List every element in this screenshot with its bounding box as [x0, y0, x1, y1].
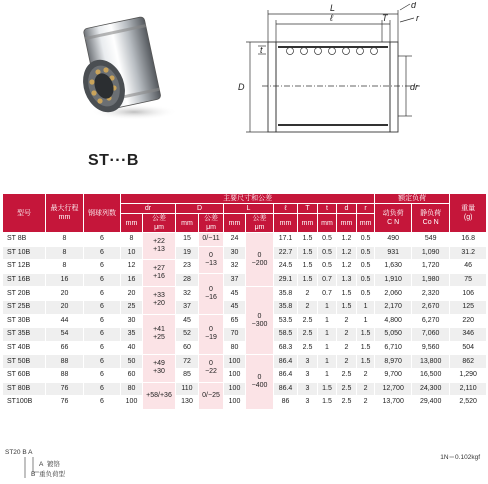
cell-D-tolerance: 0 −13: [199, 246, 224, 273]
table-row: [3, 273, 487, 287]
cell-static-load: 1,720: [412, 260, 450, 274]
cell-l: 86.4: [274, 368, 298, 382]
cell-dynamic-load: 13,700: [375, 396, 412, 410]
cell-model: ST 30B: [3, 314, 46, 328]
cell-static-load: 1,090: [412, 246, 450, 260]
cell-d: 2.5: [337, 368, 357, 382]
cell-dr-tolerance: +58/+36: [143, 382, 176, 409]
table-row: [3, 341, 487, 355]
cell-max-stroke: 16: [46, 273, 84, 287]
cell-max-stroke: 66: [46, 341, 84, 355]
cell-D-tolerance: 0 −22: [199, 355, 224, 382]
cell-l: 35.8: [274, 300, 298, 314]
cell-d: 2.5: [337, 396, 357, 410]
cell-l: 53.5: [274, 314, 298, 328]
cell-model: ST 40B: [3, 341, 46, 355]
cell-L: 24: [224, 233, 246, 247]
cell-model: ST 25B: [3, 300, 46, 314]
cell-r: 1: [357, 314, 375, 328]
cell-weight: 46: [450, 260, 487, 274]
unit-mm: mm: [318, 214, 337, 233]
cell-ball-rows: 6: [84, 233, 121, 247]
cell-r: 1.5: [357, 355, 375, 369]
cell-D-tolerance: 0/−25: [199, 382, 224, 409]
cell-max-stroke: 88: [46, 368, 84, 382]
cell-r: 0.5: [357, 287, 375, 301]
cell-dr: 60: [121, 368, 143, 382]
cell-max-stroke: 20: [46, 300, 84, 314]
cell-d: 2: [337, 341, 357, 355]
table-row: [3, 396, 487, 410]
cell-D: 37: [176, 300, 199, 314]
series-title: ST···B: [88, 152, 139, 169]
cell-static-load: 9,560: [412, 341, 450, 355]
unit-mm: mm: [357, 214, 375, 233]
cell-t: 0.7: [318, 287, 337, 301]
col-header-static-load: 静负荷 Co N: [412, 204, 450, 233]
cell-t: 1: [318, 300, 337, 314]
unit-mm: mm: [298, 214, 318, 233]
cell-r: 2: [357, 396, 375, 410]
cell-l: 22.7: [274, 246, 298, 260]
col-header-max-stroke: 最大行程 mm: [46, 194, 84, 233]
table-row: [3, 300, 487, 314]
cell-r: 2: [357, 368, 375, 382]
dim-label-T: T: [382, 13, 388, 23]
cell-dynamic-load: 490: [375, 233, 412, 247]
cell-D: 130: [176, 396, 199, 410]
cell-model: ST 35B: [3, 328, 46, 342]
cell-ball-rows: 6: [84, 314, 121, 328]
cell-static-load: 13,800: [412, 355, 450, 369]
col-header-r: r: [357, 204, 375, 214]
col-header-L: L: [224, 204, 274, 214]
cell-t: 1: [318, 341, 337, 355]
cell-ball-rows: 6: [84, 273, 121, 287]
cell-l: 86.4: [274, 355, 298, 369]
unit-tol: 公差 μm: [246, 214, 274, 233]
cell-weight: 862: [450, 355, 487, 369]
cell-d: 1.5: [337, 300, 357, 314]
cell-ball-rows: 6: [84, 328, 121, 342]
cell-D: 52: [176, 328, 199, 342]
dim-label-dr: dr: [410, 82, 419, 92]
cell-dr-tolerance: +33 +20: [143, 287, 176, 314]
cell-dr-tolerance: +49 +30: [143, 355, 176, 382]
cell-dr: 12: [121, 260, 143, 274]
col-header-dr: dr: [121, 204, 176, 214]
cell-d: 2.5: [337, 382, 357, 396]
cell-dr: 20: [121, 287, 143, 301]
cell-model: ST 8B: [3, 233, 46, 247]
cell-max-stroke: 88: [46, 355, 84, 369]
cell-t: 1.5: [318, 396, 337, 410]
cell-L: 100: [224, 368, 246, 382]
cell-L-tolerance: 0 −400: [246, 355, 274, 409]
cell-d: 2: [337, 328, 357, 342]
cell-weight: 16.8: [450, 233, 487, 247]
cell-d: 2: [337, 314, 357, 328]
unit-mm: mm: [121, 214, 143, 233]
cell-L: 65: [224, 314, 246, 328]
col-header-l: ℓ: [274, 204, 298, 214]
cell-dr-tolerance: +22 +13: [143, 233, 176, 260]
cell-D: 85: [176, 368, 199, 382]
spec-table-body: [3, 233, 487, 410]
cell-dr: 16: [121, 273, 143, 287]
table-row: [3, 355, 487, 369]
cell-D: 23: [176, 260, 199, 274]
cell-L: 100: [224, 396, 246, 410]
dim-label-L: L: [330, 3, 336, 13]
cell-L: 100: [224, 382, 246, 396]
product-photo: [62, 8, 182, 126]
cell-dynamic-load: 2,060: [375, 287, 412, 301]
cell-model: ST 50B: [3, 355, 46, 369]
cell-D: 28: [176, 273, 199, 287]
cell-l: 86: [274, 396, 298, 410]
code-a-text: 镀铬: [46, 461, 60, 468]
cell-t: 0.7: [318, 273, 337, 287]
cell-d: 1.2: [337, 233, 357, 247]
cell-l: 24.5: [274, 260, 298, 274]
cell-dynamic-load: 8,970: [375, 355, 412, 369]
cell-ball-rows: 6: [84, 396, 121, 410]
cell-static-load: 24,300: [412, 382, 450, 396]
cell-T: 3: [298, 382, 318, 396]
cell-L: 45: [224, 287, 246, 301]
col-header-main-dims: 主要尺寸和公差: [121, 194, 375, 204]
code-b-text: 重负荷型: [38, 471, 65, 478]
cell-T: 2.5: [298, 341, 318, 355]
cell-r: 0.5: [357, 233, 375, 247]
cell-D: 110: [176, 382, 199, 396]
cell-dr-tolerance: +27 +16: [143, 260, 176, 287]
col-header-weight: 重量 (g): [450, 194, 487, 233]
dim-label-l: ℓ: [330, 13, 333, 23]
cell-max-stroke: 8: [46, 260, 84, 274]
cell-weight: 2,110: [450, 382, 487, 396]
cell-T: 1.5: [298, 260, 318, 274]
cell-dynamic-load: 12,700: [375, 382, 412, 396]
cell-T: 3: [298, 355, 318, 369]
cell-l: 58.5: [274, 328, 298, 342]
cell-t: 1: [318, 314, 337, 328]
cell-static-load: 1,980: [412, 273, 450, 287]
cell-weight: 220: [450, 314, 487, 328]
cell-dynamic-load: 9,700: [375, 368, 412, 382]
cell-t: 1: [318, 355, 337, 369]
cell-t: 1.5: [318, 382, 337, 396]
cell-T: 1.5: [298, 273, 318, 287]
cell-dynamic-load: 931: [375, 246, 412, 260]
cell-T: 2: [298, 287, 318, 301]
cell-dr: 10: [121, 246, 143, 260]
col-header-t: t: [318, 204, 337, 214]
table-row: [3, 260, 487, 274]
code-a-label: A: [39, 461, 44, 468]
dim-label-d: d: [411, 2, 417, 10]
cell-L-tolerance: 0 −200: [246, 233, 274, 287]
dim-label-D: D: [238, 82, 245, 92]
cell-model: ST 60B: [3, 368, 46, 382]
cell-L: 45: [224, 300, 246, 314]
col-header-rated-load: 额定负荷: [375, 194, 450, 204]
cell-max-stroke: 20: [46, 287, 84, 301]
cell-ball-rows: 6: [84, 260, 121, 274]
cell-l: 68.3: [274, 341, 298, 355]
cell-D-tolerance: 0 −16: [199, 273, 224, 314]
cell-D-tolerance: 0 −19: [199, 314, 224, 355]
cell-static-load: 6,270: [412, 314, 450, 328]
cell-r: 0.5: [357, 246, 375, 260]
unit-tol: 公差 μm: [199, 214, 224, 233]
cell-weight: 2,520: [450, 396, 487, 410]
cell-dr: 100: [121, 396, 143, 410]
cell-D: 19: [176, 246, 199, 260]
unit-mm: mm: [224, 214, 246, 233]
cell-dynamic-load: 6,710: [375, 341, 412, 355]
cell-static-load: 29,400: [412, 396, 450, 410]
cell-model: ST 10B: [3, 246, 46, 260]
cell-r: 0.5: [357, 260, 375, 274]
dim-label-t: t: [260, 45, 263, 55]
cell-max-stroke: 76: [46, 382, 84, 396]
col-header-D: D: [176, 204, 224, 214]
cell-dr: 8: [121, 233, 143, 247]
cell-r: 2: [357, 382, 375, 396]
cell-dr: 80: [121, 382, 143, 396]
cell-ball-rows: 6: [84, 246, 121, 260]
cell-ball-rows: 6: [84, 300, 121, 314]
cell-ball-rows: 6: [84, 368, 121, 382]
cell-weight: 106: [450, 287, 487, 301]
cell-d: 1.2: [337, 260, 357, 274]
cell-max-stroke: 8: [46, 233, 84, 247]
cell-L: 70: [224, 328, 246, 342]
cell-ball-rows: 6: [84, 382, 121, 396]
cell-D: 45: [176, 314, 199, 328]
cell-dr: 40: [121, 341, 143, 355]
cell-T: 1.5: [298, 233, 318, 247]
unit-tol: 公差 μm: [143, 214, 176, 233]
dim-label-r: r: [416, 13, 419, 23]
cell-model: ST 16B: [3, 273, 46, 287]
model-code: ST20 B A: [5, 449, 33, 456]
cell-r: 1.5: [357, 328, 375, 342]
table-row: [3, 246, 487, 260]
table-row: [3, 368, 487, 382]
cell-T: 3: [298, 396, 318, 410]
cell-dynamic-load: 1,630: [375, 260, 412, 274]
cell-weight: 346: [450, 328, 487, 342]
cell-max-stroke: 8: [46, 246, 84, 260]
cell-static-load: 7,060: [412, 328, 450, 342]
cell-ball-rows: 6: [84, 287, 121, 301]
cell-T: 1.5: [298, 246, 318, 260]
cell-max-stroke: 76: [46, 396, 84, 410]
cell-dr-tolerance: +41 +25: [143, 314, 176, 355]
table-row: [3, 314, 487, 328]
cell-T: 2: [298, 300, 318, 314]
col-header-d: d: [337, 204, 357, 214]
cell-model: ST100B: [3, 396, 46, 410]
cell-weight: 504: [450, 341, 487, 355]
unit-note: 1N＝0.102kgf: [440, 454, 480, 461]
cell-D-tolerance: 0/−11: [199, 233, 224, 247]
cell-weight: 1,290: [450, 368, 487, 382]
cell-t: 1: [318, 368, 337, 382]
unit-mm: mm: [176, 214, 199, 233]
cell-weight: 75: [450, 273, 487, 287]
cell-r: 1.5: [357, 341, 375, 355]
cell-r: 1: [357, 300, 375, 314]
cell-D: 32: [176, 287, 199, 301]
table-row: [3, 382, 487, 396]
cell-L: 32: [224, 260, 246, 274]
cell-L: 30: [224, 246, 246, 260]
cell-dr: 35: [121, 328, 143, 342]
cell-model: ST 20B: [3, 287, 46, 301]
col-header-T: T: [298, 204, 318, 214]
col-header-ball-rows: 钢球列数: [84, 194, 121, 233]
cell-static-load: 2,320: [412, 287, 450, 301]
cell-d: 1.3: [337, 273, 357, 287]
cell-D: 72: [176, 355, 199, 369]
cell-L-tolerance: 0 −300: [246, 287, 274, 355]
cell-ball-rows: 6: [84, 355, 121, 369]
cell-d: 1.2: [337, 246, 357, 260]
cell-L: 80: [224, 341, 246, 355]
cell-ball-rows: 6: [84, 341, 121, 355]
unit-mm: mm: [274, 214, 298, 233]
cell-weight: 31.2: [450, 246, 487, 260]
cell-D: 60: [176, 341, 199, 355]
cell-t: 0.5: [318, 260, 337, 274]
cell-T: 3: [298, 368, 318, 382]
col-header-dynamic-load: 动负荷 C N: [375, 204, 412, 233]
cell-l: 35.8: [274, 287, 298, 301]
cell-model: ST 12B: [3, 260, 46, 274]
cell-d: 2: [337, 355, 357, 369]
cell-dr: 25: [121, 300, 143, 314]
cell-l: 29.1: [274, 273, 298, 287]
spec-table: [2, 193, 487, 410]
technical-drawing: [232, 2, 472, 152]
cell-dynamic-load: 4,800: [375, 314, 412, 328]
code-b-label: B: [31, 471, 36, 478]
cell-l: 17.1: [274, 233, 298, 247]
cell-l: 86.4: [274, 382, 298, 396]
cell-model: ST 80B: [3, 382, 46, 396]
cell-t: 0.5: [318, 233, 337, 247]
table-row: [3, 328, 487, 342]
cell-L: 100: [224, 355, 246, 369]
cell-r: 0.5: [357, 273, 375, 287]
cell-weight: 125: [450, 300, 487, 314]
table-row: [3, 287, 487, 301]
cell-d: 1.5: [337, 287, 357, 301]
cell-L: 37: [224, 273, 246, 287]
cell-dynamic-load: 1,910: [375, 273, 412, 287]
cell-dynamic-load: 2,170: [375, 300, 412, 314]
cell-T: 2.5: [298, 314, 318, 328]
unit-mm: mm: [337, 214, 357, 233]
cell-dynamic-load: 5,050: [375, 328, 412, 342]
cell-max-stroke: 54: [46, 328, 84, 342]
cell-dr: 50: [121, 355, 143, 369]
code-bracket: [17, 456, 39, 478]
cell-t: 0.5: [318, 246, 337, 260]
cell-static-load: 549: [412, 233, 450, 247]
cell-static-load: 16,500: [412, 368, 450, 382]
cell-max-stroke: 44: [46, 314, 84, 328]
cell-dr: 30: [121, 314, 143, 328]
cell-D: 15: [176, 233, 199, 247]
cell-T: 2.5: [298, 328, 318, 342]
cell-static-load: 2,670: [412, 300, 450, 314]
cell-t: 1: [318, 328, 337, 342]
table-row: [3, 233, 487, 247]
col-header-model: 型号: [3, 194, 46, 233]
